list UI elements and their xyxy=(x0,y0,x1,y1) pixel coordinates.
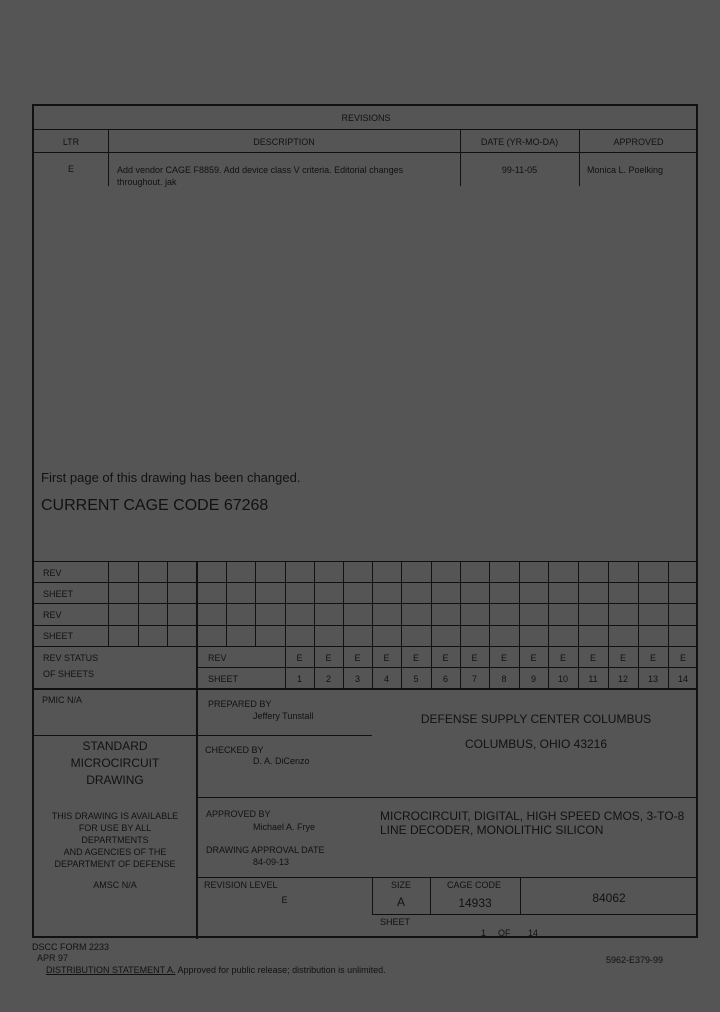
document-number: 5962-E379-99 xyxy=(606,955,664,965)
approved-by-label: APPROVED BY xyxy=(206,809,271,819)
revision-ltr: E xyxy=(67,164,74,174)
distribution-statement xyxy=(46,965,386,975)
rev-status-value: E xyxy=(354,653,361,663)
rev-label: REV xyxy=(43,610,62,620)
header-description: DESCRIPTION xyxy=(253,137,315,147)
rev-status-value: E xyxy=(559,653,566,663)
dscc-name: DEFENSE SUPPLY CENTER COLUMBUS xyxy=(420,712,652,726)
sheet-number-cell: 7 xyxy=(471,674,477,684)
grid-divider xyxy=(548,561,549,646)
grid-divider xyxy=(343,561,344,646)
revision-approved: Monica L. Poelking xyxy=(587,165,664,175)
rev-label: REV xyxy=(43,568,62,578)
prepared-by-label: PREPARED BY xyxy=(208,699,272,709)
rev-status-value: E xyxy=(325,653,332,663)
distribution-label: DISTRIBUTION STATEMENT A. xyxy=(46,965,176,975)
status-rev-label: REV xyxy=(208,653,227,663)
approval-date: 84-09-13 xyxy=(253,857,290,867)
grid-divider xyxy=(578,561,579,646)
of-sheets-label: OF SHEETS xyxy=(43,669,95,679)
sheet-number-cell: 6 xyxy=(442,674,448,684)
std-line-2: MICROCIRCUIT xyxy=(70,756,160,770)
grid-divider xyxy=(431,561,432,646)
revision-date: 99-11-05 xyxy=(501,165,538,175)
changed-notice: First page of this drawing has been changed. xyxy=(41,470,301,485)
sheet-number-cell: 5 xyxy=(413,674,419,684)
divider xyxy=(34,735,372,736)
divider xyxy=(34,603,698,604)
avail-line-3: DEPARTMENTS xyxy=(81,835,149,845)
rev-status-label: REV STATUS xyxy=(43,653,99,663)
revision-description-2: throughout. jak xyxy=(117,177,177,187)
revisions-title: REVISIONS xyxy=(341,113,391,123)
form-date: APR 97 xyxy=(37,953,69,963)
checked-by-label: CHECKED BY xyxy=(205,745,264,755)
rev-status-value: E xyxy=(649,653,656,663)
grid-divider xyxy=(608,561,609,646)
grid-divider xyxy=(285,561,286,646)
avail-line-4: AND AGENCIES OF THE xyxy=(63,847,167,857)
drawing-title-1: MICROCIRCUIT, DIGITAL, HIGH SPEED CMOS, 3-TO-8 xyxy=(380,809,685,823)
divider xyxy=(138,561,139,646)
rev-status-value: E xyxy=(530,653,537,663)
cage-code: 14933 xyxy=(458,896,492,910)
sheet-of: OF xyxy=(498,928,511,938)
availability-statement xyxy=(34,810,196,870)
std-line-1: STANDARD xyxy=(82,739,148,753)
rev-status-value: E xyxy=(442,653,449,663)
divider xyxy=(34,561,698,562)
rev-status-value: E xyxy=(500,653,507,663)
grid-divider xyxy=(519,561,520,646)
distribution-text: Approved for public release; distribution is unlimited. xyxy=(175,965,386,975)
std-line-3: DRAWING xyxy=(86,773,144,787)
header-ltr: LTR xyxy=(62,137,80,147)
header-approved: APPROVED xyxy=(613,137,664,147)
sheet-number-cell: 3 xyxy=(354,674,360,684)
sheet-number-cell: 2 xyxy=(325,674,331,684)
divider xyxy=(372,914,698,915)
grid-divider xyxy=(638,561,639,646)
divider xyxy=(34,152,698,153)
rev-status-value: E xyxy=(412,653,419,663)
rev-status-value: E xyxy=(679,653,686,663)
grid-divider xyxy=(372,561,373,646)
sheet-total: 14 xyxy=(528,928,539,938)
grid-divider xyxy=(668,561,669,646)
sheet-number: 1 xyxy=(481,928,487,938)
prepared-by: Jeffery Tunstall xyxy=(253,711,314,721)
sheet-number-cell: 10 xyxy=(557,674,568,684)
sheet-number-cell: 8 xyxy=(501,674,507,684)
drawing-number: 84062 xyxy=(592,891,626,905)
sheet-label: SHEET xyxy=(380,917,411,927)
checked-by: D. A. DiCenzo xyxy=(253,756,310,766)
rev-status-value: E xyxy=(383,653,390,663)
grid-divider xyxy=(255,561,256,646)
sheet-number-cell: 14 xyxy=(677,674,688,684)
divider xyxy=(108,561,109,646)
approved-by: Michael A. Frye xyxy=(253,822,316,832)
grid-divider xyxy=(489,561,490,646)
status-sheet-label: SHEET xyxy=(208,674,239,684)
avail-line-1: THIS DRAWING IS AVAILABLE xyxy=(51,811,179,821)
header-date: DATE (YR-MO-DA) xyxy=(480,137,559,147)
divider xyxy=(34,688,698,690)
avail-line-5: DEPARTMENT OF DEFENSE xyxy=(54,859,176,869)
sheet-number-cell: 13 xyxy=(647,674,658,684)
sheet-label: SHEET xyxy=(43,631,74,641)
rev-status-value: E xyxy=(589,653,596,663)
sheet-number-cell: 12 xyxy=(617,674,628,684)
sheet-number-cell: 4 xyxy=(383,674,389,684)
divider xyxy=(167,561,168,646)
current-cage-code: CURRENT CAGE CODE 67268 xyxy=(41,497,269,514)
rev-status-value: E xyxy=(471,653,478,663)
size: A xyxy=(396,895,405,909)
revision-level: E xyxy=(281,895,288,905)
rev-status-value: E xyxy=(619,653,626,663)
approval-date-label: DRAWING APPROVAL DATE xyxy=(206,845,325,855)
divider xyxy=(34,129,698,130)
divider xyxy=(196,561,198,939)
grid-divider xyxy=(314,561,315,646)
revision-description-1: Add vendor CAGE F8859. Add device class V criteria. Editorial changes xyxy=(117,165,404,175)
revision-level-label: REVISION LEVEL xyxy=(204,880,278,890)
divider xyxy=(197,667,698,668)
divider xyxy=(34,646,698,647)
sheet-label: SHEET xyxy=(43,589,74,599)
avail-line-2: FOR USE BY ALL xyxy=(78,823,152,833)
cage-code-label: CAGE CODE xyxy=(447,880,502,890)
divider xyxy=(34,582,698,583)
grid-divider xyxy=(401,561,402,646)
sheet-number-cell: 9 xyxy=(530,674,536,684)
divider xyxy=(197,797,698,798)
divider xyxy=(34,625,698,626)
sheet-number-cell: 11 xyxy=(588,674,598,684)
form-number: DSCC FORM 2233 xyxy=(32,942,110,952)
pmic: PMIC N/A xyxy=(42,695,83,705)
grid-divider xyxy=(460,561,461,646)
grid-divider xyxy=(226,561,227,646)
drawing-title-2: LINE DECODER, MONOLITHIC SILICON xyxy=(380,823,604,837)
dscc-address: COLUMBUS, OHIO 43216 xyxy=(464,737,608,751)
amsc: AMSC N/A xyxy=(93,880,137,890)
sheet-number-cell: 1 xyxy=(296,674,302,684)
standard-drawing-title xyxy=(34,738,196,789)
rev-status-value: E xyxy=(296,653,303,663)
size-label: SIZE xyxy=(391,880,412,890)
divider xyxy=(197,877,698,878)
